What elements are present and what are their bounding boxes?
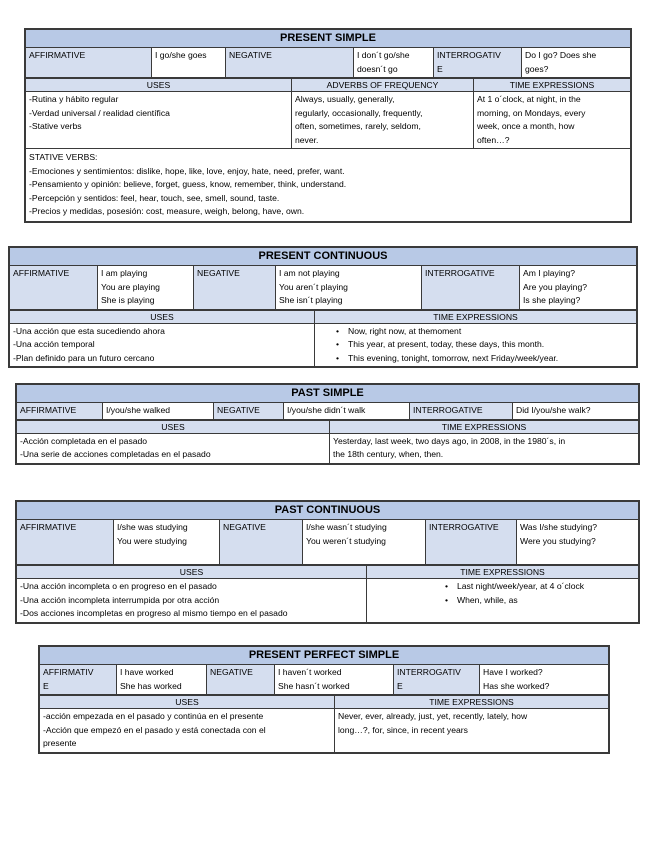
negative-label: NEGATIVE [226, 48, 354, 78]
uses-list: -acción empezada en el pasado y continúa en el presente -Acción que empezó en el pasado y está conectada con el presente [40, 709, 335, 753]
interrogative-value: Was I/she studying? Were you studying? [517, 520, 639, 565]
uses-header: USES [10, 310, 315, 323]
past-continuous-title: PAST CONTINUOUS [17, 502, 639, 520]
affirmative-label: AFFIRMATIVE [17, 520, 114, 565]
interrogative-value: Did I/you/she walk? [513, 403, 639, 420]
time-expressions-header: TIME EXPRESSIONS [315, 310, 637, 323]
past-continuous-block [15, 500, 640, 624]
negative-label: NEGATIVE [214, 403, 284, 420]
negative-value: I am not playing You aren´t playing She isn´t playing [276, 266, 422, 310]
present-simple-title: PRESENT SIMPLE [26, 30, 631, 48]
negative-label: NEGATIVE [220, 520, 303, 565]
time-expressions-list: At 1 o´clock, at night, in the morning, on Mondays, every week, once a month, how often…? [474, 92, 631, 149]
affirmative-label: AFFIRMATIVE [10, 266, 98, 310]
time-expressions-header: TIME EXPRESSIONS [474, 79, 631, 92]
affirmative-label: AFFIRMATIVE [17, 403, 103, 420]
negative-value: I/she wasn´t studying You weren´t studying [303, 520, 426, 565]
affirmative-value: I/you/she walked [103, 403, 214, 420]
negative-value: I/you/she didn´t walk [284, 403, 410, 420]
uses-header: USES [40, 696, 335, 709]
interrogative-label: INTERROGATIVE [426, 520, 517, 565]
uses-header: USES [17, 566, 367, 579]
time-expressions-list: Yesterday, last week, two days ago, in 2008, in the 1980´s, in the 18th century, when, then. [330, 433, 639, 463]
affirmative-value: I go/she goes [152, 48, 226, 78]
interrogative-label: INTERROGATIVE [410, 403, 513, 420]
interrogative-value: Am I playing? Are you playing? Is she playing? [520, 266, 637, 310]
negative-label: NEGATIVE [207, 665, 275, 695]
uses-header: USES [26, 79, 292, 92]
time-expressions-list: • Last night/week/year, at 4 o´clock • When, while, as [367, 579, 639, 623]
uses-list: -Una acción que esta sucediendo ahora -Una acción temporal -Plan definido para un futuro cercano [10, 323, 315, 367]
adverbs-header: ADVERBS OF FREQUENCY [292, 79, 474, 92]
present-perfect-block [38, 645, 610, 754]
stative-verbs: STATIVE VERBS: -Emociones y sentimientos: dislike, hope, like, love, enjoy, hate, need, prefer, want. -Pensamiento y opinión: believe, forget, guess, know, remember, think, understand. -Percepción y sentidos: feel, hear, touch, see, smell, sound, taste. -Precios y medidas, posesión: cost, measure, weigh, belong, have, own. [26, 149, 631, 222]
adverbs-list: Always, usually, generally, regularly, occasionally, frequently, often, sometimes, rarely, seldom, never. [292, 92, 474, 149]
uses-list: -Rutina y hábito regular -Verdad universal / realidad científica -Stative verbs [26, 92, 292, 149]
negative-label: NEGATIVE [194, 266, 276, 310]
uses-header: USES [17, 420, 330, 433]
past-simple-block [15, 383, 640, 465]
negative-value: I haven´t worked She hasn´t worked [275, 665, 394, 695]
interrogative-label: INTERROGATIV E [434, 48, 522, 78]
present-simple-block [24, 28, 632, 223]
present-continuous-block [8, 246, 638, 368]
interrogative-label: INTERROGATIVE [422, 266, 520, 310]
affirmative-label: AFFIRMATIVE [26, 48, 152, 78]
negative-value: I don´t go/she doesn´t go [354, 48, 434, 78]
time-expressions-header: TIME EXPRESSIONS [330, 420, 639, 433]
interrogative-label: INTERROGATIV E [394, 665, 480, 695]
affirmative-label: AFFIRMATIV E [40, 665, 117, 695]
uses-list: -Una acción incompleta o en progreso en el pasado -Una acción incompleta interrumpida por otra acción -Dos acciones incompletas en progreso al mismo tiempo en el pasado [17, 579, 367, 623]
present-continuous-title: PRESENT CONTINUOUS [10, 248, 637, 266]
time-expressions-list: Never, ever, already, just, yet, recently, lately, how long…?, for, since, in recent years [335, 709, 609, 753]
affirmative-value: I have worked She has worked [117, 665, 207, 695]
time-expressions-list: • Now, right now, at themoment • This year, at present, today, these days, this month. • This evening, tonight, tomorrow, next Friday/week/year. [315, 323, 637, 367]
past-simple-title: PAST SIMPLE [17, 385, 639, 403]
interrogative-value: Have I worked? Has she worked? [480, 665, 609, 695]
affirmative-value: I/she was studying You were studying [114, 520, 220, 565]
present-perfect-title: PRESENT PERFECT SIMPLE [40, 647, 609, 665]
time-expressions-header: TIME EXPRESSIONS [367, 566, 639, 579]
affirmative-value: I am playing You are playing She is playing [98, 266, 194, 310]
time-expressions-header: TIME EXPRESSIONS [335, 696, 609, 709]
uses-list: -Acción completada en el pasado -Una serie de acciones completadas en el pasado [17, 433, 330, 463]
interrogative-value: Do I go? Does she goes? [522, 48, 631, 78]
